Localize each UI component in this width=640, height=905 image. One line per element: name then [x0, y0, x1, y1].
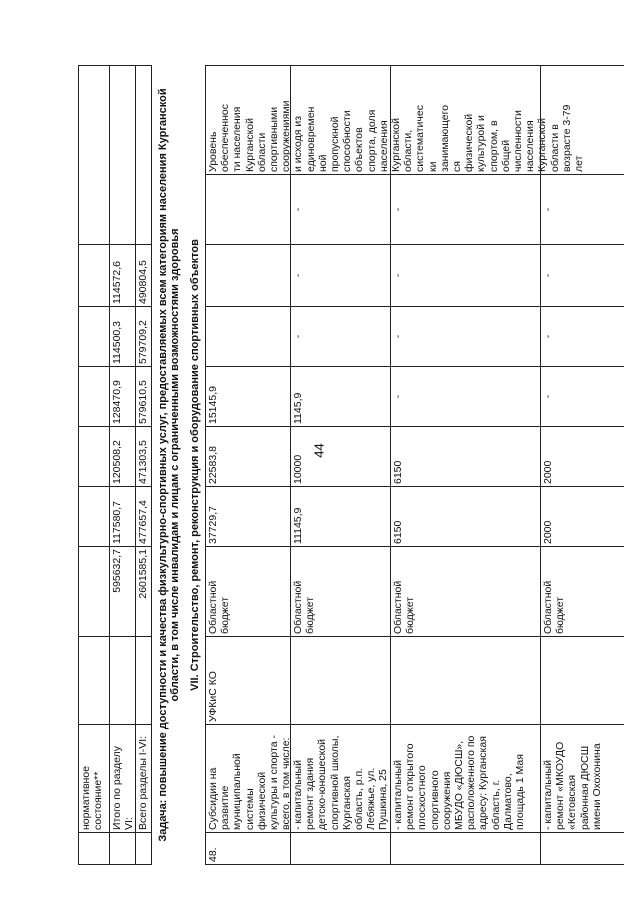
source: Областной бюджет: [206, 547, 291, 637]
row-name: Субсидии на развитие муниципальной системы физической культуры и спорта - всего, в том числе:: [206, 725, 291, 833]
rotated-table-sheet: [78, 65, 623, 865]
table-row: - капитальный ремонт здания детско-юношеской спортивной школы, Курганская область, р.п. Лебяжье, ул. Пушкина, 25 Областной бюджет 11145,9 10000 1145,9 - - -: [290, 65, 391, 865]
table-row: [78, 65, 110, 865]
row-name: Итого по разделу VI:: [110, 725, 136, 833]
table-row: - капитальный ремонт открытого плоскостного спортивного сооружения МБУДО «ДЮСШ», расположенного по адресу: Курганская область, г. Далматово, площадь 1 Мая Областной бюджет 6150 6150 - - - -: [390, 65, 541, 865]
executor: УФКиС КО: [206, 637, 291, 725]
table-row: - капитальный ремонт «МКОУДО «Кетовская районная ДЮСШ имени Охохонина Областной бюджет 2000 2000 - - - -: [540, 65, 624, 865]
row-name: - капитальный ремонт «МКОУДО «Кетовская районная ДЮСШ имени Охохонина: [541, 725, 624, 833]
row-name: Всего разделы I-VI:: [136, 725, 152, 833]
table-row: Всего разделы I-VI: 2601585,1 477657,4 471303,5 579610,5 579709,2 490804,5: [135, 65, 152, 865]
row-name: нормативное состояние**: [79, 725, 110, 833]
row-name: - капитальный ремонт здания детско-юношеской спортивной школы, Курганская область, р.п. Лебяжье, ул. Пушкина, 25: [291, 725, 391, 833]
page-number: 44: [311, 443, 327, 458]
task-heading: Задача: повышение доступности и качества физкультурно-спортивных услуг, предоставляемых всем категориям населения Курганской области, в том числе инвалидам и лицам с ограниченными возможностями здоровья: [157, 88, 181, 842]
table-row: 48. Субсидии на развитие муниципальной системы физической культуры и спорта - всего, в том числе: УФКиС КО Областной бюджет 37729,7 22583,8 15145,9 Уровень обеспеченнос ти населения Курганской области спортивными сооружениями и исходя из единовремен ной пропускной способности объектов спорта, доля населения Курганской области, систематичес ки занимающего ся физической культурой и спортом, в общей численности населения Курганской области в возрасте 3-79 лет: [205, 65, 291, 865]
row-name: - капитальный ремонт открытого плоскостного спортивного сооружения МБУДО «ДЮСШ», расположенного по адресу: Курганская область, г. Далматово, площадь 1 Мая: [391, 725, 541, 833]
row-number: 48.: [206, 833, 291, 865]
indicator: Уровень обеспеченнос ти населения Курганской области спортивными сооружениями и исходя из единовремен ной пропускной способности объектов спорта, доля населения Курганской области, систематичес ки занимающего ся физической культурой и спортом, в общей численности населения Курганской области в возрасте 3-79 лет: [206, 65, 624, 175]
table-row: Итого по разделу VI: 595632,7 117580,7 120508,2 128470,9 114500,3 114572,6: [109, 65, 136, 865]
section-heading: VII. Строительство, ремонт, реконструкция и оборудование спортивных объектов: [189, 239, 201, 691]
